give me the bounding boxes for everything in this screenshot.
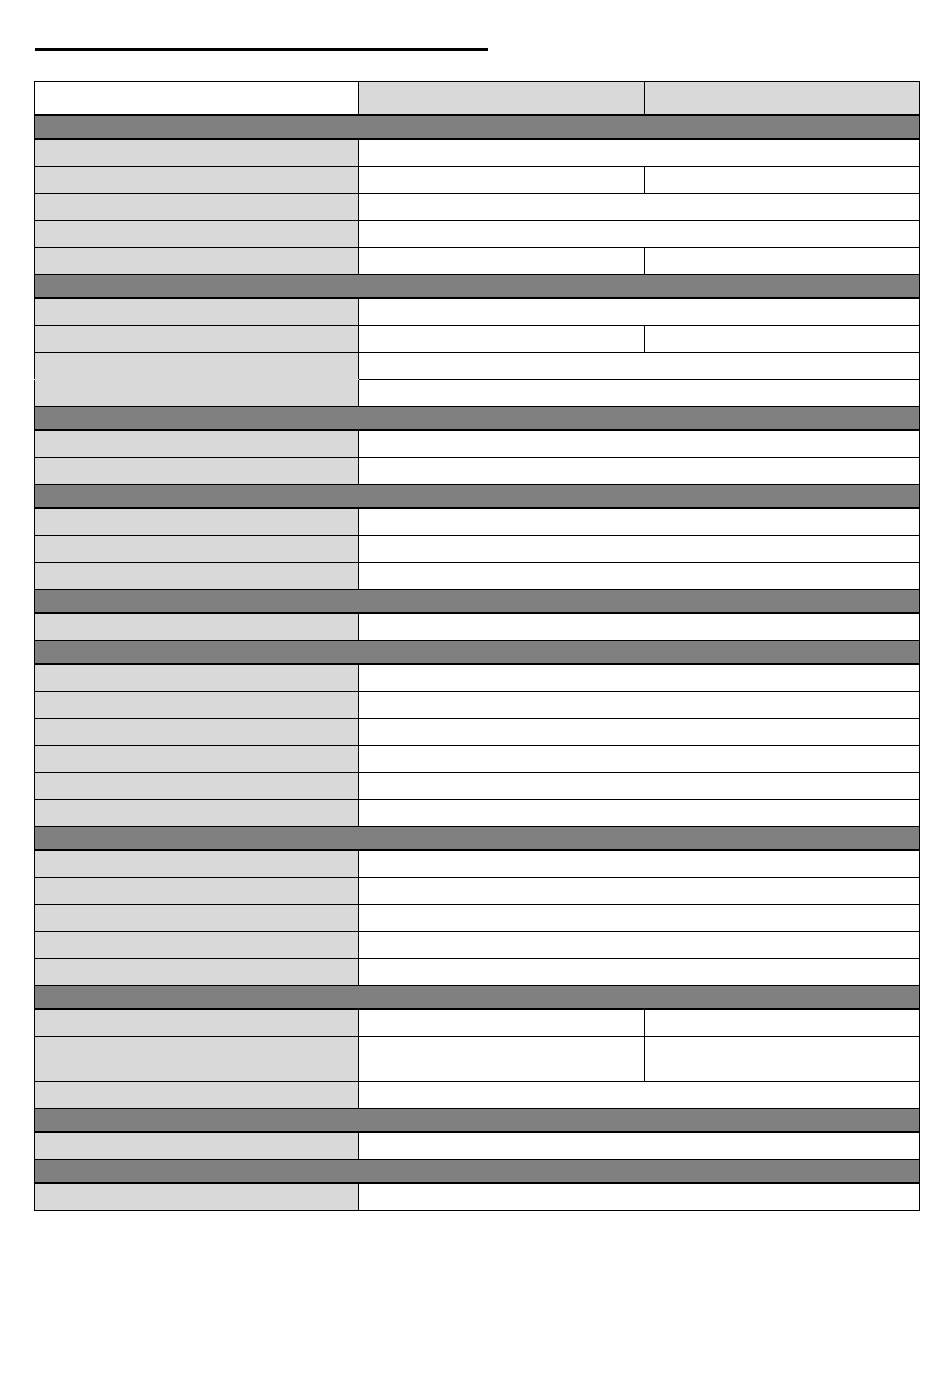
row-value <box>359 139 920 167</box>
row-value-a <box>359 1009 645 1037</box>
section-title <box>35 1160 920 1184</box>
row-value <box>359 719 920 746</box>
table-row <box>35 1132 920 1160</box>
table-row <box>35 932 920 959</box>
row-value-a <box>359 326 645 353</box>
row-value <box>359 664 920 692</box>
row-label <box>35 430 359 458</box>
row-label <box>35 1009 359 1037</box>
table-row <box>35 353 920 380</box>
table-row <box>35 773 920 800</box>
row-label <box>35 692 359 719</box>
table-row <box>35 139 920 167</box>
table-row <box>35 959 920 986</box>
row-label <box>35 458 359 485</box>
table-row <box>35 1009 920 1037</box>
section-header <box>35 1160 920 1184</box>
section-title <box>35 590 920 614</box>
row-label <box>35 959 359 986</box>
row-value <box>359 692 920 719</box>
table-row <box>35 613 920 641</box>
table-header-row <box>35 82 920 116</box>
section-header <box>35 641 920 665</box>
section-header <box>35 986 920 1010</box>
table-row <box>35 563 920 590</box>
section-title <box>35 641 920 665</box>
row-label <box>35 1082 359 1109</box>
section-title <box>35 986 920 1010</box>
row-value-a <box>359 248 645 275</box>
table-row <box>35 536 920 563</box>
table-row <box>35 430 920 458</box>
table-row <box>35 298 920 326</box>
row-value <box>359 959 920 986</box>
section-header <box>35 485 920 509</box>
row-label <box>35 353 359 380</box>
document-title-underline <box>35 48 488 51</box>
table-row <box>35 508 920 536</box>
row-label <box>35 800 359 827</box>
table-row <box>35 167 920 194</box>
row-value <box>359 458 920 485</box>
section-title <box>35 115 920 139</box>
section-title <box>35 827 920 851</box>
section-header <box>35 827 920 851</box>
row-value-b <box>645 326 920 353</box>
table-row <box>35 194 920 221</box>
table-row <box>35 850 920 878</box>
table-row <box>35 1082 920 1109</box>
section-title <box>35 407 920 431</box>
table-row <box>35 458 920 485</box>
row-label <box>35 878 359 905</box>
section-title <box>35 1109 920 1133</box>
row-value <box>359 508 920 536</box>
row-value <box>359 298 920 326</box>
row-value-a <box>359 167 645 194</box>
row-label <box>35 248 359 275</box>
row-value <box>359 773 920 800</box>
row-label <box>35 139 359 167</box>
header-corner-cell <box>35 82 359 116</box>
row-label <box>35 298 359 326</box>
row-label <box>35 1037 359 1082</box>
row-value <box>359 194 920 221</box>
row-value <box>359 430 920 458</box>
row-label <box>35 746 359 773</box>
spec-table <box>34 81 920 1211</box>
section-header <box>35 407 920 431</box>
row-value <box>359 800 920 827</box>
table-row <box>35 1037 920 1082</box>
table-row <box>35 905 920 932</box>
row-value-a <box>359 1037 645 1082</box>
row-label-continued <box>35 380 359 407</box>
row-value <box>359 1183 920 1211</box>
table-row <box>35 221 920 248</box>
table-row <box>35 719 920 746</box>
table-row <box>35 380 920 407</box>
row-value-b <box>645 1009 920 1037</box>
row-label <box>35 850 359 878</box>
row-value <box>359 1082 920 1109</box>
row-value <box>359 878 920 905</box>
header-column-a <box>359 82 645 116</box>
section-header <box>35 115 920 139</box>
row-value-b <box>645 167 920 194</box>
table-row <box>35 692 920 719</box>
section-header <box>35 275 920 299</box>
row-value <box>359 905 920 932</box>
row-label <box>35 932 359 959</box>
section-title <box>35 485 920 509</box>
table-row <box>35 248 920 275</box>
header-column-b <box>645 82 920 116</box>
row-label <box>35 613 359 641</box>
table-row <box>35 878 920 905</box>
section-header <box>35 590 920 614</box>
row-label <box>35 905 359 932</box>
row-label <box>35 664 359 692</box>
row-value-b <box>645 248 920 275</box>
row-label <box>35 563 359 590</box>
table-row <box>35 326 920 353</box>
row-value <box>359 536 920 563</box>
table-row <box>35 664 920 692</box>
table-row <box>35 1183 920 1211</box>
row-value <box>359 613 920 641</box>
row-label <box>35 1132 359 1160</box>
row-label <box>35 508 359 536</box>
row-value <box>359 563 920 590</box>
section-header <box>35 1109 920 1133</box>
row-label <box>35 167 359 194</box>
table-row <box>35 746 920 773</box>
row-value <box>359 221 920 248</box>
row-label <box>35 194 359 221</box>
row-value-continued <box>359 380 920 407</box>
section-title <box>35 275 920 299</box>
row-value <box>359 746 920 773</box>
row-label <box>35 773 359 800</box>
row-value <box>359 1132 920 1160</box>
row-label <box>35 1183 359 1211</box>
row-label <box>35 326 359 353</box>
row-label <box>35 536 359 563</box>
row-value <box>359 850 920 878</box>
table-row <box>35 800 920 827</box>
row-value <box>359 932 920 959</box>
row-label <box>35 221 359 248</box>
row-value <box>359 353 920 380</box>
row-label <box>35 719 359 746</box>
row-value-b <box>645 1037 920 1082</box>
